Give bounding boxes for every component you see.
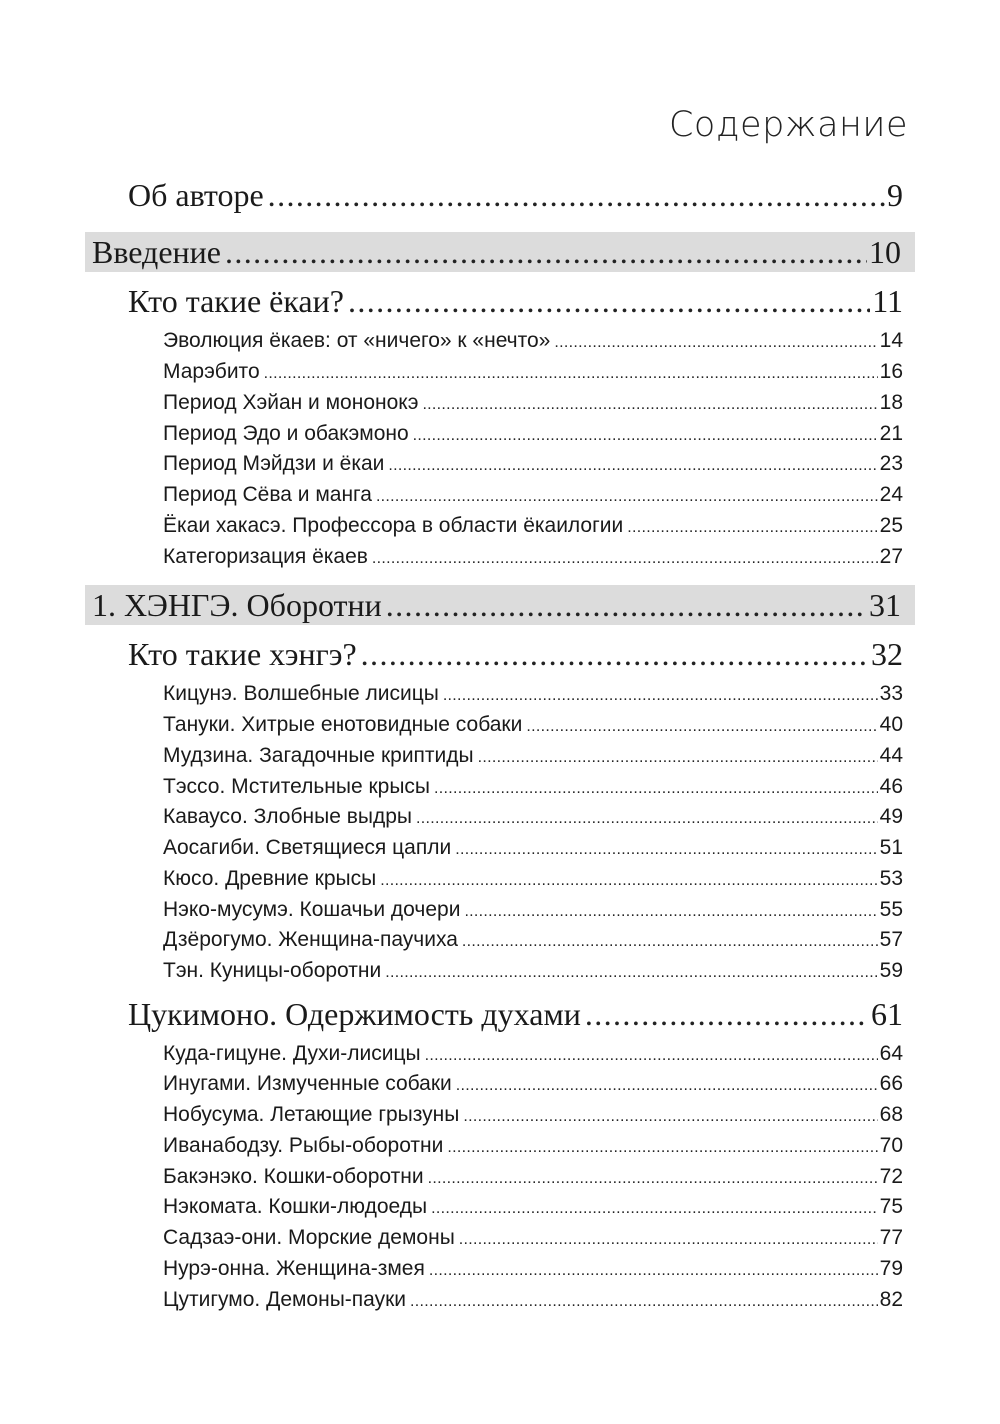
dot-leader bbox=[447, 1131, 877, 1163]
toc-entry-page: 14 bbox=[879, 329, 903, 352]
toc-entry-title: Мудзина. Загадочные криптиды bbox=[163, 744, 474, 767]
toc-entry-title: Тэссо. Мстительные крысы bbox=[163, 775, 431, 798]
dot-leader bbox=[585, 993, 869, 1035]
toc-entry-title: Тануки. Хитрые енотовидные собаки bbox=[163, 713, 523, 736]
dot-leader bbox=[554, 326, 877, 358]
toc-entry-section[interactable] bbox=[163, 1131, 903, 1161]
toc-entry-title: Нэко-мусумэ. Кошачьи дочери bbox=[163, 898, 461, 921]
dot-leader bbox=[413, 419, 878, 451]
dot-leader bbox=[478, 741, 878, 773]
toc-entry-title: Нобусума. Летающие грызуны bbox=[163, 1103, 460, 1126]
toc-entry-title: Период Хэйан и мононокэ bbox=[163, 391, 419, 414]
toc-entry-section[interactable] bbox=[163, 1285, 903, 1315]
toc-entry-chapter[interactable] bbox=[128, 174, 903, 216]
toc-entry-section[interactable] bbox=[163, 864, 903, 894]
toc-entry-section[interactable] bbox=[163, 326, 903, 356]
dot-leader bbox=[443, 679, 878, 711]
toc-entry-page: 68 bbox=[879, 1103, 903, 1126]
toc-entry-page: 21 bbox=[879, 422, 903, 445]
dot-leader bbox=[386, 585, 867, 625]
dot-leader bbox=[376, 480, 878, 512]
dot-leader bbox=[431, 1192, 878, 1224]
toc-entry-title: 1. ХЭНГЭ. Оборотни bbox=[92, 587, 382, 623]
dot-leader bbox=[459, 1223, 878, 1255]
dot-leader bbox=[462, 925, 878, 957]
toc-entry-title: Эволюция ёкаев: от «ничего» к «нечто» bbox=[163, 329, 551, 352]
toc-entry-page: 24 bbox=[879, 483, 903, 506]
dot-leader bbox=[428, 1162, 878, 1194]
toc-entry-section[interactable] bbox=[163, 1039, 903, 1069]
toc-entry-page: 75 bbox=[879, 1195, 903, 1218]
toc-entry-page: 40 bbox=[879, 713, 903, 736]
dot-leader bbox=[348, 280, 870, 322]
toc-entry-page: 57 bbox=[879, 928, 903, 951]
toc-entry-page: 16 bbox=[879, 360, 903, 383]
toc-entry-chapter[interactable] bbox=[128, 993, 903, 1035]
toc-entry-page: 9 bbox=[887, 177, 903, 213]
toc-entry-page: 66 bbox=[879, 1072, 903, 1095]
toc-entry-section[interactable] bbox=[163, 802, 903, 832]
dot-leader bbox=[416, 802, 878, 834]
toc-entry-section[interactable] bbox=[163, 679, 903, 709]
toc-entry-section[interactable] bbox=[163, 1162, 903, 1192]
toc-entry-title: Ёкаи хакасэ. Профессора в области ёкаилогии bbox=[163, 514, 624, 537]
toc-entry-section[interactable] bbox=[163, 511, 903, 541]
toc-entry-section[interactable] bbox=[163, 1254, 903, 1284]
toc-entry-title: Инугами. Измученные собаки bbox=[163, 1072, 452, 1095]
dot-leader bbox=[456, 1069, 878, 1101]
dot-leader bbox=[268, 174, 885, 216]
toc-entry-title: Тэн. Куницы-оборотни bbox=[163, 959, 382, 982]
toc-entry-page: 64 bbox=[879, 1042, 903, 1065]
dot-leader bbox=[434, 772, 878, 804]
toc-entry-title: Кто такие ёкаи? bbox=[128, 283, 344, 319]
toc-entry-section[interactable] bbox=[163, 1100, 903, 1130]
toc-entry-section[interactable] bbox=[163, 833, 903, 863]
dot-leader bbox=[410, 1285, 878, 1317]
dot-leader bbox=[429, 1254, 878, 1286]
toc-entry-section[interactable] bbox=[163, 357, 903, 387]
toc-entry-title: Аосагиби. Светящиеся цапли bbox=[163, 836, 452, 859]
toc-entry-title: Каваусо. Злобные выдры bbox=[163, 805, 412, 828]
toc-entry-title: Введение bbox=[92, 234, 221, 270]
toc-entry-title: Кюсо. Древние крысы bbox=[163, 867, 377, 890]
toc-entry-title: Бакэнэко. Кошки-оборотни bbox=[163, 1165, 424, 1188]
dot-leader bbox=[464, 895, 877, 927]
toc-entry-section[interactable] bbox=[163, 1069, 903, 1099]
toc-entry-page: 72 bbox=[879, 1165, 903, 1188]
toc-entry-title: Цутигумо. Демоны-пауки bbox=[163, 1288, 407, 1311]
toc-entry-page: 31 bbox=[869, 587, 901, 623]
dot-leader bbox=[455, 833, 877, 865]
dot-leader bbox=[385, 956, 877, 988]
toc-entry-part[interactable] bbox=[85, 232, 915, 272]
dot-leader bbox=[380, 864, 877, 896]
toc-entry-page: 51 bbox=[879, 836, 903, 859]
toc-entry-section[interactable] bbox=[163, 419, 903, 449]
toc-entry-title: Иванабодзу. Рыбы-оборотни bbox=[163, 1134, 444, 1157]
toc-entry-section[interactable] bbox=[163, 480, 903, 510]
toc-entry-title: Марэбито bbox=[163, 360, 260, 383]
toc-entry-section[interactable] bbox=[163, 1192, 903, 1222]
toc-entry-section[interactable] bbox=[163, 925, 903, 955]
toc-entry-title: Дзёрогумо. Женщина-паучиха bbox=[163, 928, 458, 951]
dot-leader bbox=[526, 710, 877, 742]
toc-entry-chapter[interactable] bbox=[128, 280, 903, 322]
toc-entry-page: 46 bbox=[879, 775, 903, 798]
toc-entry-page: 33 bbox=[879, 682, 903, 705]
toc-entry-title: Нэкомата. Кошки-людоеды bbox=[163, 1195, 428, 1218]
toc-entry-page: 49 bbox=[879, 805, 903, 828]
toc-entry-page: 10 bbox=[869, 234, 901, 270]
dot-leader bbox=[425, 1039, 878, 1071]
toc-entry-page: 44 bbox=[879, 744, 903, 767]
dot-leader bbox=[225, 232, 867, 272]
toc-entry-title: Об авторе bbox=[128, 177, 264, 213]
toc-entry-section[interactable] bbox=[163, 956, 903, 986]
page-title: Содержание bbox=[668, 105, 908, 145]
toc-entry-page: 77 bbox=[879, 1226, 903, 1249]
toc-entry-title: Кицунэ. Волшебные лисицы bbox=[163, 682, 439, 705]
toc-entry-page: 25 bbox=[879, 514, 903, 537]
toc-entry-page: 23 bbox=[879, 452, 903, 475]
toc-entry-page: 79 bbox=[879, 1257, 903, 1280]
toc-entry-section[interactable] bbox=[163, 895, 903, 925]
toc-entry-part[interactable] bbox=[85, 585, 915, 625]
toc-entry-title: Период Мэйдзи и ёкаи bbox=[163, 452, 385, 475]
toc-entry-page: 55 bbox=[879, 898, 903, 921]
toc-entry-title: Садзаэ-они. Морские демоны bbox=[163, 1226, 455, 1249]
dot-leader bbox=[627, 511, 877, 543]
toc-entry-section[interactable] bbox=[163, 741, 903, 771]
toc-entry-title: Цукимоно. Одержимость духами bbox=[128, 996, 581, 1032]
toc-entry-page: 53 bbox=[879, 867, 903, 890]
toc-entry-title: Нурэ-онна. Женщина-змея bbox=[163, 1257, 425, 1280]
toc-entry-page: 11 bbox=[872, 283, 903, 319]
toc-entry-title: Категоризация ёкаев bbox=[163, 545, 368, 568]
dot-leader bbox=[361, 633, 869, 675]
toc-entry-title: Период Сёва и манга bbox=[163, 483, 372, 506]
toc-entry-page: 27 bbox=[879, 545, 903, 568]
toc-entry-page: 59 bbox=[879, 959, 903, 982]
toc-entry-section[interactable] bbox=[163, 772, 903, 802]
dot-leader bbox=[463, 1100, 877, 1132]
toc-entry-page: 61 bbox=[871, 996, 903, 1032]
toc-entry-section[interactable] bbox=[163, 449, 903, 479]
toc-entry-section[interactable] bbox=[163, 710, 903, 740]
toc-entry-page: 18 bbox=[879, 391, 903, 414]
toc-entry-section[interactable] bbox=[163, 388, 903, 418]
toc-entry-title: Период Эдо и обакэмоно bbox=[163, 422, 409, 445]
toc-entry-title: Кто такие хэнгэ? bbox=[128, 636, 357, 672]
toc-entry-title: Куда-гицуне. Духи-лисицы bbox=[163, 1042, 421, 1065]
toc-entry-page: 70 bbox=[879, 1134, 903, 1157]
toc-entry-section[interactable] bbox=[163, 1223, 903, 1253]
toc-entry-page: 82 bbox=[879, 1288, 903, 1311]
dot-leader bbox=[372, 542, 878, 574]
toc-entry-page: 32 bbox=[871, 636, 903, 672]
toc-entry-chapter[interactable] bbox=[128, 633, 903, 675]
dot-leader bbox=[388, 449, 877, 481]
toc-entry-section[interactable] bbox=[163, 542, 903, 572]
dot-leader bbox=[422, 388, 877, 420]
dot-leader bbox=[264, 357, 878, 389]
